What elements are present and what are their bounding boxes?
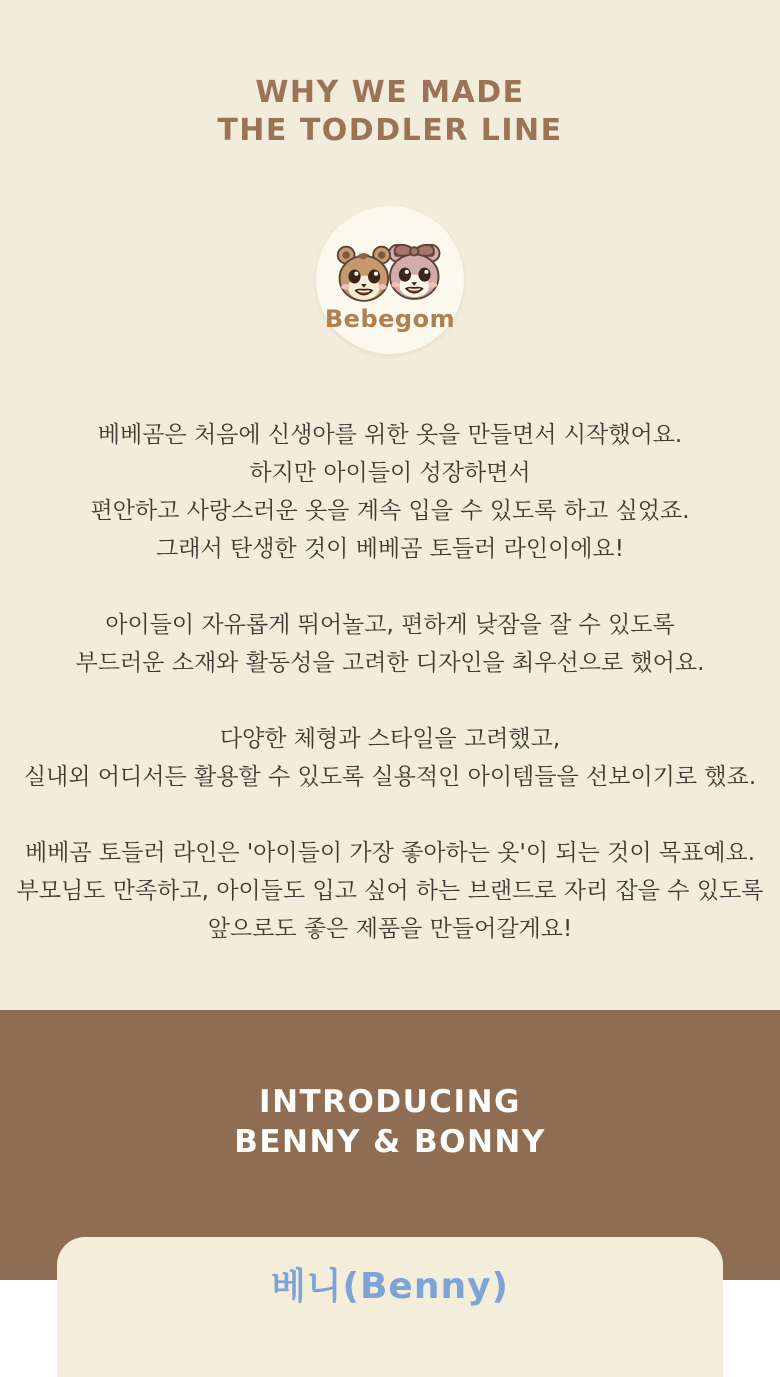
intro-body-text — [0, 416, 780, 948]
intro-line: 하지만 아이들이 성장하면서 — [249, 460, 531, 486]
bear-characters-icon — [334, 227, 446, 303]
intro-line: 베베곰은 처음에 신생아를 위한 옷을 만들면서 시작했어요. — [97, 422, 683, 448]
benny-card-title: 베니(Benny) — [270, 1266, 510, 1307]
intro-line: 실내외 어디서든 활용할 수 있도록 실용적인 아이템들을 선보이기로 했죠. — [23, 764, 757, 790]
intro-line: 편안하고 사랑스러운 옷을 계속 입을 수 있도록 하고 싶었죠. — [90, 498, 690, 524]
intro-line: 다양한 체형과 스타일을 고려했고, — [219, 726, 561, 752]
bebegom-logo-badge — [316, 206, 464, 354]
section-introducing-benny-bonny — [0, 1010, 780, 1307]
page-title-line-2: THE TODDLER LINE — [217, 113, 563, 148]
introducing-title-line-2: BENNY & BONNY — [234, 1124, 546, 1160]
intro-line: 부모님도 만족하고, 아이들도 입고 싶어 하는 브랜드로 자리 잡을 수 있도록 — [16, 878, 764, 904]
brand-name: Bebegom — [324, 305, 456, 333]
intro-line: 그래서 탄생한 것이 베베곰 토들러 라인이에요! — [156, 536, 624, 562]
introducing-title-line-1: INTRODUCING — [259, 1084, 521, 1120]
page-title-line-1: WHY WE MADE — [255, 75, 525, 110]
page-title — [0, 0, 780, 150]
intro-line: 베베곰 토들러 라인은 '아이들이 가장 좋아하는 옷'이 되는 것이 목표예요. — [24, 840, 756, 866]
intro-line: 앞으로도 좋은 제품을 만들어갈게요! — [207, 916, 573, 942]
intro-line: 부드러운 소재와 활동성을 고려한 디자인을 최우선으로 했어요. — [75, 650, 705, 676]
benny-character-card — [57, 1237, 723, 1377]
introducing-title — [0, 1010, 780, 1162]
intro-line: 아이들이 자유롭게 뛰어놀고, 편하게 낮잠을 잘 수 있도록 — [105, 612, 675, 638]
